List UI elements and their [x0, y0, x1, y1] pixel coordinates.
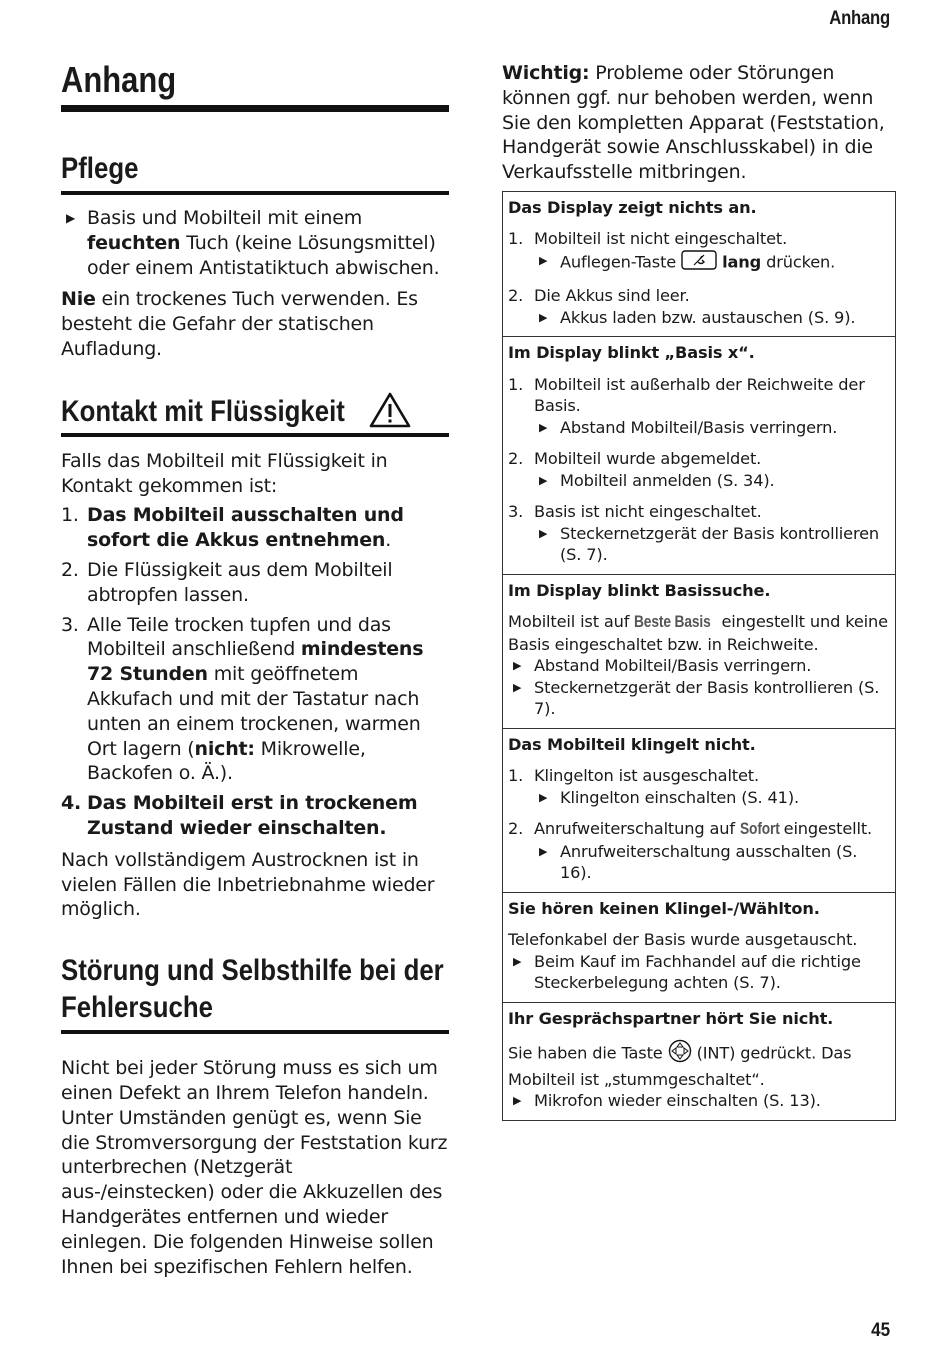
title-rule: [61, 105, 449, 112]
warning-triangle-icon: [369, 392, 411, 432]
bullet-arrow-icon: ▶: [513, 680, 522, 694]
row-text: Sie haben die Taste (INT) gedrückt. Das Mobilteil ist „stummgeschaltet“.: [508, 1039, 890, 1090]
heading-rule: [61, 1030, 449, 1034]
list-item: 1. Mobilteil ist außerhalb der Reichweite der Basis. ▶ Abstand Mobilteil/Basis verringern.: [508, 374, 865, 437]
bullet-arrow-icon: ▶: [66, 211, 76, 225]
bullet-arrow-icon: ▶: [539, 844, 548, 858]
list-item: 1. Klingelton ist ausgeschaltet. ▶ Klingelton einschalten (S. 41).: [508, 766, 799, 807]
pflege-note: Nie ein trockenes Tuch verwenden. Es besteht die Gefahr der statischen Aufladung.: [61, 288, 418, 360]
running-title: Anhang: [829, 8, 890, 29]
row-text: Telefonkabel der Basis wurde ausgetauscht.: [508, 930, 858, 950]
pflege-bullet: ▶ Basis und Mobilteil mit einem feuchten Tuch (keine Lösungsmittel) oder einem Antistatiktuch abwischen.: [61, 206, 449, 280]
row-caption: Sie hören keinen Klingel-/Wählton.: [508, 898, 820, 918]
heading-kontakt: Kontakt mit Flüssigkeit: [61, 395, 345, 429]
list-item: 2. Anrufweiterschaltung auf Sofort eingestellt. ▶ Anrufweiterschaltung ausschalten (S. 16).: [508, 819, 873, 883]
row-text: Mobilteil ist auf Beste Basis eingestellt und keine Basis eingeschaltet bzw. in Reichweite.: [508, 612, 888, 654]
list-item: 3. Basis ist nicht eingeschaltet. ▶ Steckernetzgerät der Basis kontrollieren (S. 7).: [508, 502, 880, 565]
heading-pflege: Pflege: [61, 152, 139, 185]
bullet-arrow-icon: ▶: [513, 1094, 522, 1108]
bullet-arrow-icon: ▶: [513, 954, 522, 968]
page-title: Anhang: [61, 59, 177, 100]
menu-term: Sofort: [739, 820, 780, 839]
end-call-key-icon: [681, 250, 717, 276]
kontakt-step-4: 4. Das Mobilteil erst in trockenem Zustand wieder einschalten.: [61, 792, 418, 839]
kontakt-step-2: 2. Die Flüssigkeit aus dem Mobilteil abtropfen lassen.: [61, 558, 393, 606]
heading-rule: [61, 433, 449, 437]
row-caption: Das Display zeigt nichts an.: [508, 197, 757, 217]
bullet-arrow-icon: ▶: [539, 310, 548, 324]
kontakt-outro: Nach vollständigem Austrocknen ist in vielen Fällen die Inbetriebnahme wieder möglich.: [61, 848, 435, 921]
bullet-arrow-icon: ▶: [539, 253, 548, 267]
left-column: [61, 58, 449, 1279]
list-item: 1. Mobilteil ist nicht eingeschaltet. ▶ Auflegen-Taste lang drücken.: [508, 228, 890, 275]
row-caption: Das Mobilteil klingelt nicht.: [508, 734, 756, 754]
right-column: [502, 61, 896, 1121]
list-item: 2. Die Akkus sind leer. ▶ Akkus laden bzw. austauschen (S. 9).: [508, 286, 856, 327]
bullet-arrow-icon: ▶: [539, 526, 548, 540]
table-row: [503, 574, 895, 728]
table-row: [503, 336, 895, 574]
list-item: ▶ Steckernetzgerät der Basis kontrollieren (S. 7).: [508, 677, 890, 720]
row-caption: Im Display blinkt Basissuche.: [508, 580, 771, 600]
list-item: ▶ Abstand Mobilteil/Basis verringern.: [508, 655, 890, 677]
bullet-arrow-icon: ▶: [539, 790, 548, 804]
list-item: 2. Mobilteil wurde abgemeldet. ▶ Mobilteil anmelden (S. 34).: [508, 449, 775, 490]
kontakt-step-1: 1. Das Mobilteil ausschalten und sofort die Akkus entnehmen.: [61, 504, 404, 552]
table-row: [503, 192, 895, 337]
troubleshooting-table: [502, 191, 896, 1121]
row-caption: Ihr Gesprächspartner hört Sie nicht.: [508, 1008, 834, 1028]
list-item: ▶ Beim Kauf im Fachhandel auf die richtige Steckerbelegung achten (S. 7).: [508, 951, 890, 994]
row-caption: Im Display blinkt „Basis x“.: [508, 343, 755, 363]
bullet-arrow-icon: ▶: [513, 659, 522, 673]
important-note: Wichtig: Probleme oder Störungen können ggf. nur behoben werden, wenn Sie den kompletten Apparat (Feststation, Handgerät sowie Anschlusskabel) in die Verkaufsstelle mitbringen.: [502, 62, 885, 184]
control-key-icon: [668, 1039, 692, 1069]
menu-term: Beste Basis: [634, 613, 711, 632]
kontakt-intro: Falls das Mobilteil mit Flüssigkeit in Kontakt gekommen ist:: [61, 449, 388, 497]
list-item: ▶ Mikrofon wieder einschalten (S. 13).: [508, 1090, 890, 1112]
table-row: [503, 892, 895, 1002]
heading-stoerung-line2: Fehlersuche: [61, 991, 213, 1025]
bullet-arrow-icon: ▶: [539, 420, 548, 434]
kontakt-step-3: 3. Alle Teile trocken tupfen und das Mobilteil anschließend mindestens 72 Stunden mit geöffnetem Akkufach und mit der Tastatur nach unten an einem trockenen, warmen Ort lagern (nicht: Mikrowelle, Backofen o. Ä.).: [61, 613, 424, 785]
stoerung-text: Nicht bei jeder Störung muss es sich um einen Defekt an Ihrem Telefon handeln. Unter Umständen genügt es, wenn Sie die Stromversorgung der Feststation kurz unterbrechen (Netzgerät aus-/einstecken) oder die Akkuzellen des Handgerätes entfernen und wieder einlegen. Die folgenden Hinweise sollen Ihnen bei spezifischen Fehlern helfen.: [61, 1057, 448, 1278]
table-row: [503, 1002, 895, 1120]
heading-stoerung-line1: Störung und Selbsthilfe bei der: [61, 954, 444, 988]
heading-rule: [61, 191, 449, 195]
heading-kontakt-row: [61, 392, 449, 432]
table-row: [503, 728, 895, 892]
page-number: 45: [870, 1320, 890, 1341]
bullet-arrow-icon: ▶: [539, 473, 548, 487]
